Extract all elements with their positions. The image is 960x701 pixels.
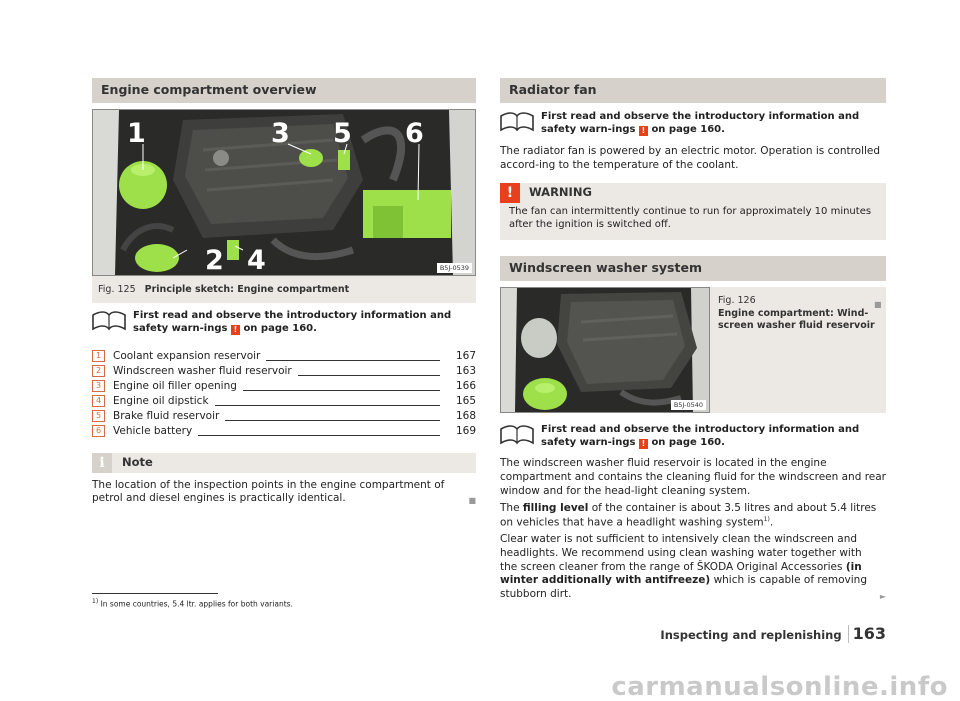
emphasis: (in winter additionally with antifreeze) (500, 560, 862, 587)
read-first-text: First read and observe the introductory information and safety warn-ings (541, 424, 860, 449)
washer-reservoir-photo (500, 287, 710, 413)
read-first-notice (500, 110, 886, 140)
callout-label-1: 1 (127, 118, 146, 149)
section-title-engine-overview: Engine compartment overview (92, 78, 476, 103)
section-title-washer-system: Windscreen washer system (500, 256, 886, 281)
item-page[interactable]: 168 (455, 409, 476, 422)
right-column (500, 78, 886, 602)
item-label: Engine oil filler opening (113, 379, 237, 392)
engine-compartment-photo (92, 109, 476, 276)
text: . (769, 516, 774, 529)
warning-symbol-icon: ! (639, 439, 648, 449)
section-end-mark: ■ (874, 300, 882, 309)
read-first-notice (92, 309, 476, 339)
engine-photo-svg (93, 110, 475, 275)
leader-line (243, 390, 440, 391)
text: of the container is about 3.5 litres and about 5.4 litres on vehicles that have a headlight washing system (500, 501, 877, 529)
figure-number: Fig. 126 (718, 295, 756, 307)
note-header (92, 453, 476, 473)
item-label: Coolant expansion reservoir (113, 349, 261, 362)
note-body: The location of the inspection points in the engine compartment of petrol and diesel engines is practically identical. (92, 478, 445, 505)
washer-paragraph-2 (500, 502, 886, 530)
item-page[interactable]: 165 (455, 394, 476, 407)
open-book-icon (500, 112, 534, 132)
watermark-text: carmanualsonline.info (611, 672, 948, 701)
figure-126 (500, 287, 886, 413)
list-item[interactable] (92, 349, 476, 364)
warning-symbol-icon: ! (639, 126, 648, 136)
item-label: Vehicle battery (113, 424, 193, 437)
leader-line (215, 405, 440, 406)
figure-code: B5J-0539 (437, 263, 472, 273)
leader-line (198, 435, 440, 436)
warning-symbol-icon: ! (231, 325, 240, 335)
figure-title: Principle sketch: Engine compartment (144, 284, 350, 295)
figure-title: Engine compartment: Wind-screen washer fluid reservoir (718, 307, 875, 332)
warning-title: WARNING (529, 185, 592, 200)
warning-box (500, 183, 886, 240)
engine-component-list (92, 349, 476, 439)
washer-photo-svg (501, 288, 709, 412)
page-link-160[interactable]: on page 160. (651, 437, 725, 449)
list-item[interactable] (92, 364, 476, 379)
page-footer (660, 625, 886, 643)
leader-line (225, 420, 440, 421)
footnote-ref[interactable]: 1) (763, 515, 770, 523)
list-item[interactable] (92, 394, 476, 409)
item-number: 1 (92, 350, 105, 362)
callout-label-6: 6 (405, 118, 424, 149)
figure-caption-125 (92, 276, 476, 303)
info-icon: i (92, 453, 112, 473)
item-page[interactable]: 166 (455, 379, 476, 392)
item-page[interactable]: 163 (455, 364, 476, 377)
washer-paragraph-1: The windscreen washer fluid reservoir is located in the engine compartment and contains the cleaning fluid for the windscreen and rear window and for the head-light cleaning system. (500, 457, 887, 497)
footnote-divider (92, 593, 218, 594)
footnote-text: In some countries, 5.4 ltr. applies for both variants. (100, 599, 293, 609)
item-page[interactable]: 167 (455, 349, 476, 362)
item-number: 3 (92, 380, 105, 392)
callout-label-3: 3 (271, 118, 290, 149)
figure-code: B5J-0540 (671, 400, 706, 410)
item-label: Brake fluid reservoir (113, 409, 220, 422)
section-title-radiator-fan: Radiator fan (500, 78, 886, 103)
footnote (92, 598, 293, 609)
warning-text: The fan can intermittently continue to run for approximately 10 minutes after the ignition is switched off. (509, 205, 872, 230)
leader-line (298, 375, 440, 376)
open-book-icon (500, 425, 534, 445)
item-number: 4 (92, 395, 105, 407)
item-label: Windscreen washer fluid reservoir (113, 364, 292, 377)
page-link-160[interactable]: on page 160. (651, 124, 725, 136)
callout-label-2: 2 (205, 245, 224, 275)
list-item[interactable] (92, 409, 476, 424)
radiator-fan-text: The radiator fan is powered by an electric motor. Operation is controlled accord-ing to the temperature of the coolant. (500, 145, 881, 171)
open-book-icon (92, 311, 126, 331)
read-first-text: First read and observe the introductory information and safety warn-ings (133, 309, 452, 334)
read-first-notice (500, 423, 886, 453)
item-number: 2 (92, 365, 105, 377)
footnote-marker: 1) (92, 598, 99, 605)
figure-caption-126 (710, 287, 886, 413)
washer-paragraph-3 (500, 533, 886, 602)
left-column (92, 78, 476, 506)
list-item[interactable] (92, 379, 476, 394)
item-number: 6 (92, 425, 105, 437)
callout-label-5: 5 (333, 118, 352, 149)
warning-icon: ! (500, 183, 520, 203)
note-text (92, 479, 476, 507)
list-item[interactable] (92, 424, 476, 439)
footer-section-title: Inspecting and replenishing (660, 627, 842, 642)
section-end-mark: ■ (468, 495, 476, 505)
page-number: 163 (848, 625, 886, 643)
figure-number: Fig. 125 (98, 284, 136, 295)
warning-header (500, 183, 886, 203)
text: The (500, 501, 520, 514)
item-label: Engine oil dipstick (113, 394, 209, 407)
continue-arrow-icon: ► (879, 591, 886, 601)
page-link-160[interactable]: on page 160. (243, 322, 317, 334)
note-title: Note (122, 454, 153, 469)
item-number: 5 (92, 410, 105, 422)
item-page[interactable]: 169 (455, 424, 476, 437)
emphasis: filling level (522, 501, 589, 514)
callout-label-4: 4 (247, 245, 266, 275)
read-first-text: First read and observe the introductory information and safety warn-ings (541, 111, 860, 136)
leader-line (266, 360, 440, 361)
text: Clear water is not sufficient to intensively clean the windscreen and headlights. We recommend using clean washing water together with the screen cleaner from the range of ŠKODA Original Accessories (500, 532, 862, 573)
text: which is capable of removing stubborn dirt. (500, 574, 868, 601)
